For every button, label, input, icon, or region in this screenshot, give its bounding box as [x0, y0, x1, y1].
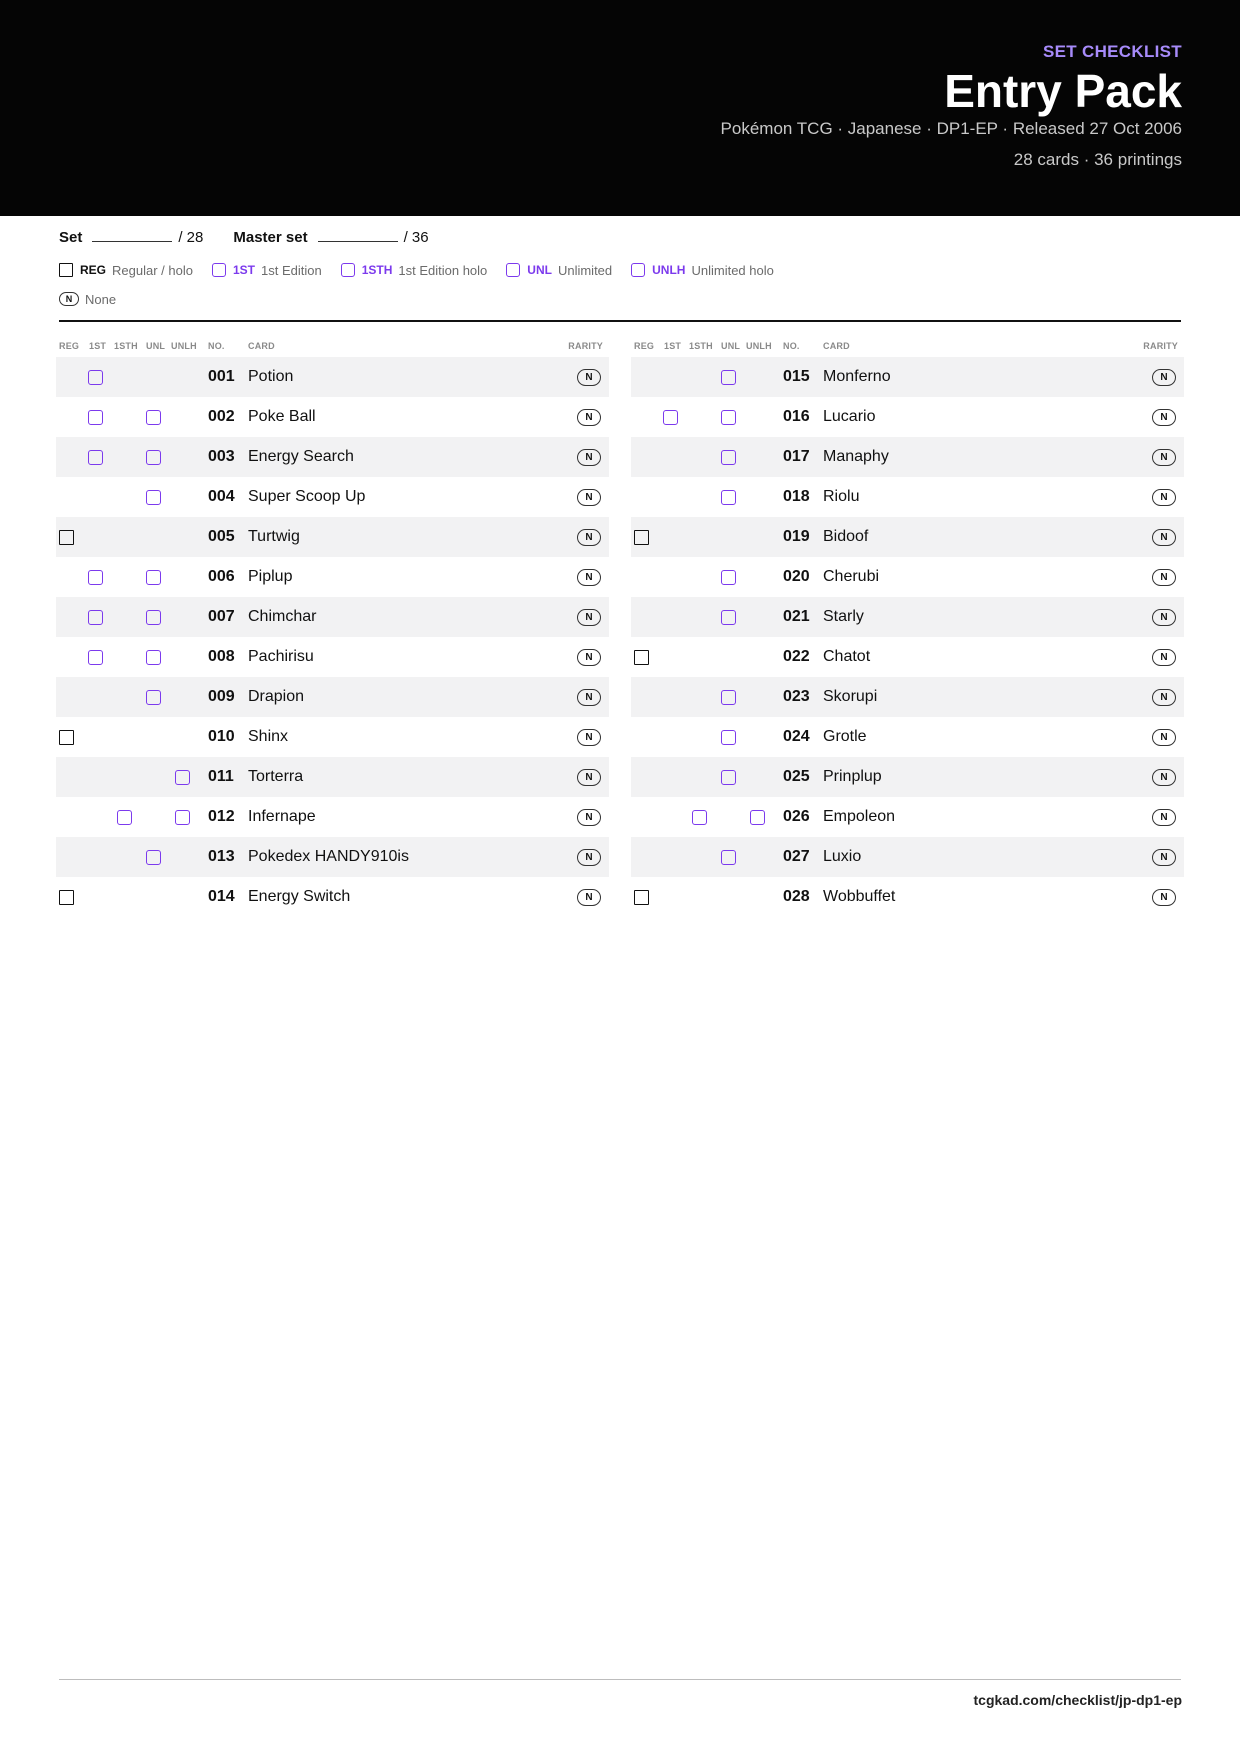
checkbox-unl[interactable]	[721, 370, 736, 385]
rarity-badge: N	[1152, 449, 1176, 466]
legend-code: REG	[80, 263, 107, 277]
master-progress-total: / 36	[403, 229, 429, 246]
card-row	[56, 877, 609, 917]
card-row	[56, 437, 609, 477]
card-number: 012	[208, 808, 235, 825]
rarity-badge: N	[577, 569, 601, 586]
col-no: NO.	[208, 341, 225, 351]
card-row	[631, 877, 1184, 917]
rarity-badge: N	[1152, 529, 1176, 546]
rarity-badge: N	[577, 689, 601, 706]
card-name: Potion	[248, 368, 294, 385]
card-row	[631, 517, 1184, 557]
card-row	[56, 517, 609, 557]
checkbox-reg[interactable]	[59, 890, 74, 905]
card-name: Wobbuffet	[823, 888, 896, 905]
legend-label: Regular / holo	[112, 262, 193, 278]
checkbox-unl[interactable]	[721, 850, 736, 865]
checkbox-unlh[interactable]	[175, 810, 190, 825]
checkbox-reg[interactable]	[634, 650, 649, 665]
rarity-badge: N	[577, 369, 601, 386]
card-row	[56, 677, 609, 717]
card-rows	[631, 357, 1184, 917]
card-name: Chimchar	[248, 608, 317, 625]
checkbox-1sth[interactable]	[692, 810, 707, 825]
card-number: 010	[208, 728, 235, 745]
card-number: 011	[208, 768, 234, 785]
checkbox-reg[interactable]	[634, 890, 649, 905]
card-number: 025	[783, 768, 810, 785]
legend	[59, 261, 1181, 308]
rarity-badge: N	[577, 769, 601, 786]
card-name: Energy Search	[248, 448, 354, 465]
card-number: 015	[783, 368, 810, 385]
card-name: Super Scoop Up	[248, 488, 366, 505]
checkbox-reg[interactable]	[59, 730, 74, 745]
card-name: Pokedex HANDY910is	[248, 848, 409, 865]
checkbox-unl[interactable]	[721, 410, 736, 425]
checkbox-icon	[212, 263, 226, 277]
card-name: Drapion	[248, 688, 305, 705]
checkbox-unl[interactable]	[721, 730, 736, 745]
card-number: 028	[783, 888, 810, 905]
rarity-badge: N	[1152, 609, 1176, 626]
rarity-badge: N	[577, 489, 601, 506]
card-number: 023	[783, 688, 810, 705]
col-unlh: UNLH	[171, 341, 197, 351]
card-row	[56, 357, 609, 397]
card-number: 009	[208, 688, 235, 705]
rarity-badge: N	[577, 609, 601, 626]
legend-item-unlh	[631, 263, 774, 278]
page-title: Entry Pack	[944, 65, 1182, 117]
checkbox-icon	[631, 263, 645, 277]
card-row	[56, 837, 609, 877]
card-name: Starly	[823, 608, 864, 625]
card-name: Bidoof	[823, 528, 869, 545]
checkbox-unl[interactable]	[146, 610, 161, 625]
checkbox-unl[interactable]	[721, 490, 736, 505]
legend-label: 1st Edition	[260, 262, 322, 278]
checkbox-unl[interactable]	[146, 850, 161, 865]
checkbox-icon	[341, 263, 355, 277]
legend-rarity-row	[59, 290, 1181, 308]
checkbox-unlh[interactable]	[175, 770, 190, 785]
card-row	[56, 557, 609, 597]
col-card: CARD	[823, 341, 850, 351]
checkbox-unl[interactable]	[721, 450, 736, 465]
legend-code: UNL	[527, 263, 552, 277]
set-progress-total: / 28	[178, 229, 204, 246]
card-number: 017	[783, 448, 810, 465]
rarity-badge: N	[1152, 889, 1176, 906]
legend-label: Unlimited holo	[691, 262, 774, 278]
col-rarity: RARITY	[568, 341, 603, 351]
rarity-badge: N	[1152, 489, 1176, 506]
rarity-badge: N	[1152, 769, 1176, 786]
card-name: Pachirisu	[248, 648, 314, 665]
legend-item-1sth	[341, 263, 488, 278]
card-name: Shinx	[248, 728, 289, 745]
card-number: 021	[783, 608, 810, 625]
checkbox-icon	[506, 263, 520, 277]
checkbox-1st[interactable]	[88, 450, 103, 465]
checkbox-1st[interactable]	[88, 610, 103, 625]
checkbox-1st[interactable]	[88, 650, 103, 665]
card-row	[56, 637, 609, 677]
set-meta: Pokémon TCG · Japanese · DP1-EP · Released 27 Oct 2006	[720, 119, 1182, 138]
card-name: Energy Switch	[248, 888, 351, 905]
checkbox-unl[interactable]	[721, 770, 736, 785]
rarity-badge: N	[577, 409, 601, 426]
card-name: Torterra	[248, 768, 304, 785]
divider	[59, 320, 1181, 322]
checklist-column-left	[56, 337, 609, 917]
rarity-badge: N	[577, 449, 601, 466]
card-number: 005	[208, 528, 235, 545]
rarity-badge: N	[577, 529, 601, 546]
card-number: 001	[208, 368, 235, 385]
card-name: Cherubi	[823, 568, 880, 585]
progress-tracker	[59, 229, 459, 246]
col-1sth: 1STH	[114, 341, 138, 351]
legend-printings-row	[59, 261, 1181, 279]
col-unl: UNL	[146, 341, 166, 351]
footer-url: tcgkad.com/checklist/jp-dp1-ep	[973, 1692, 1182, 1708]
card-row	[56, 397, 609, 437]
checkbox-unl[interactable]	[721, 690, 736, 705]
legend-item-1st	[212, 263, 322, 278]
rarity-badge: N	[1152, 809, 1176, 826]
card-name: Chatot	[823, 648, 871, 665]
card-name: Luxio	[823, 848, 862, 865]
rarity-badge: N	[1152, 689, 1176, 706]
card-row	[631, 637, 1184, 677]
card-name: Empoleon	[823, 808, 896, 825]
column-header	[631, 337, 1184, 357]
checkbox-unl[interactable]	[146, 490, 161, 505]
checkbox-reg[interactable]	[634, 530, 649, 545]
card-name: Poke Ball	[248, 408, 316, 425]
card-name: Turtwig	[248, 528, 300, 545]
card-name: Infernape	[248, 808, 316, 825]
rarity-badge: N	[1152, 369, 1176, 386]
checkbox-unl[interactable]	[721, 610, 736, 625]
col-1st: 1ST	[89, 341, 107, 351]
card-number: 004	[208, 488, 235, 505]
card-number: 002	[208, 408, 235, 425]
card-name: Piplup	[248, 568, 293, 585]
checkbox-1sth[interactable]	[117, 810, 132, 825]
master-progress-label: Master set	[233, 229, 308, 246]
rarity-badge-icon: N	[59, 292, 79, 306]
card-number: 019	[783, 528, 810, 545]
checkbox-1st[interactable]	[663, 410, 678, 425]
master-progress-blank[interactable]	[318, 229, 398, 242]
rarity-badge: N	[577, 889, 601, 906]
card-row	[56, 757, 609, 797]
card-number: 007	[208, 608, 235, 625]
card-row	[631, 757, 1184, 797]
card-row	[631, 717, 1184, 757]
col-unlh: UNLH	[746, 341, 772, 351]
card-number: 008	[208, 648, 235, 665]
card-row	[631, 397, 1184, 437]
checkbox-unl[interactable]	[146, 570, 161, 585]
rarity-badge: N	[1152, 849, 1176, 866]
card-row	[56, 717, 609, 757]
card-row	[631, 357, 1184, 397]
legend-item-rarity-none	[59, 292, 116, 307]
card-number: 018	[783, 488, 810, 505]
checkbox-unl[interactable]	[721, 570, 736, 585]
card-number: 026	[783, 808, 810, 825]
legend-item-reg	[59, 263, 193, 278]
rarity-badge: N	[1152, 569, 1176, 586]
set-counts: 28 cards · 36 printings	[1013, 150, 1182, 169]
rarity-badge: N	[577, 729, 601, 746]
card-number: 022	[783, 648, 810, 665]
rarity-badge: N	[1152, 649, 1176, 666]
col-1st: 1ST	[664, 341, 682, 351]
checkbox-1st[interactable]	[88, 410, 103, 425]
card-name: Grotle	[823, 728, 867, 745]
legend-code: 1STH	[361, 263, 393, 277]
legend-item-unl	[506, 263, 612, 278]
checkbox-icon	[59, 263, 73, 277]
col-reg: REG	[59, 341, 80, 351]
card-rows	[56, 357, 609, 917]
column-header	[56, 337, 609, 357]
checkbox-1st[interactable]	[88, 370, 103, 385]
card-number: 014	[208, 888, 235, 905]
card-row	[631, 557, 1184, 597]
legend-code: UNLH	[652, 263, 686, 277]
card-row	[631, 837, 1184, 877]
card-number: 006	[208, 568, 235, 585]
col-card: CARD	[248, 341, 275, 351]
checkbox-unl[interactable]	[146, 450, 161, 465]
card-row	[631, 437, 1184, 477]
card-number: 027	[783, 848, 810, 865]
card-name: Manaphy	[823, 448, 889, 465]
col-rarity: RARITY	[1143, 341, 1178, 351]
rarity-badge: N	[577, 809, 601, 826]
card-name: Skorupi	[823, 688, 878, 705]
legend-label: None	[85, 291, 117, 307]
set-progress-label: Set	[59, 229, 83, 246]
rarity-badge: N	[577, 649, 601, 666]
card-number: 020	[783, 568, 810, 585]
card-row	[56, 477, 609, 517]
set-progress-blank[interactable]	[92, 229, 172, 242]
col-reg: REG	[634, 341, 655, 351]
card-name: Monferno	[823, 368, 891, 385]
card-row	[631, 597, 1184, 637]
card-row	[56, 597, 609, 637]
card-name: Prinplup	[823, 768, 882, 785]
checkbox-unl[interactable]	[146, 650, 161, 665]
rarity-badge: N	[1152, 409, 1176, 426]
col-unl: UNL	[721, 341, 741, 351]
legend-label: Unlimited	[557, 262, 613, 278]
card-row	[56, 797, 609, 837]
checkbox-unlh[interactable]	[750, 810, 765, 825]
rarity-badge: N	[1152, 729, 1176, 746]
col-no: NO.	[783, 341, 800, 351]
card-number: 016	[783, 408, 810, 425]
eyebrow-label: SET CHECKLIST	[1043, 42, 1182, 61]
card-number: 013	[208, 848, 235, 865]
card-row	[631, 677, 1184, 717]
checkbox-1st[interactable]	[88, 570, 103, 585]
card-name: Riolu	[823, 488, 860, 505]
col-1sth: 1STH	[689, 341, 713, 351]
footer-divider	[59, 1679, 1181, 1680]
legend-code: 1ST	[232, 263, 255, 277]
rarity-badge: N	[577, 849, 601, 866]
card-name: Lucario	[823, 408, 876, 425]
card-number: 024	[783, 728, 810, 745]
header-banner	[0, 0, 1240, 216]
card-row	[631, 477, 1184, 517]
checkbox-unl[interactable]	[146, 410, 161, 425]
checkbox-unl[interactable]	[146, 690, 161, 705]
card-number: 003	[208, 448, 235, 465]
checkbox-reg[interactable]	[59, 530, 74, 545]
checklist-column-right	[631, 337, 1184, 917]
legend-label: 1st Edition holo	[398, 262, 488, 278]
card-row	[631, 797, 1184, 837]
